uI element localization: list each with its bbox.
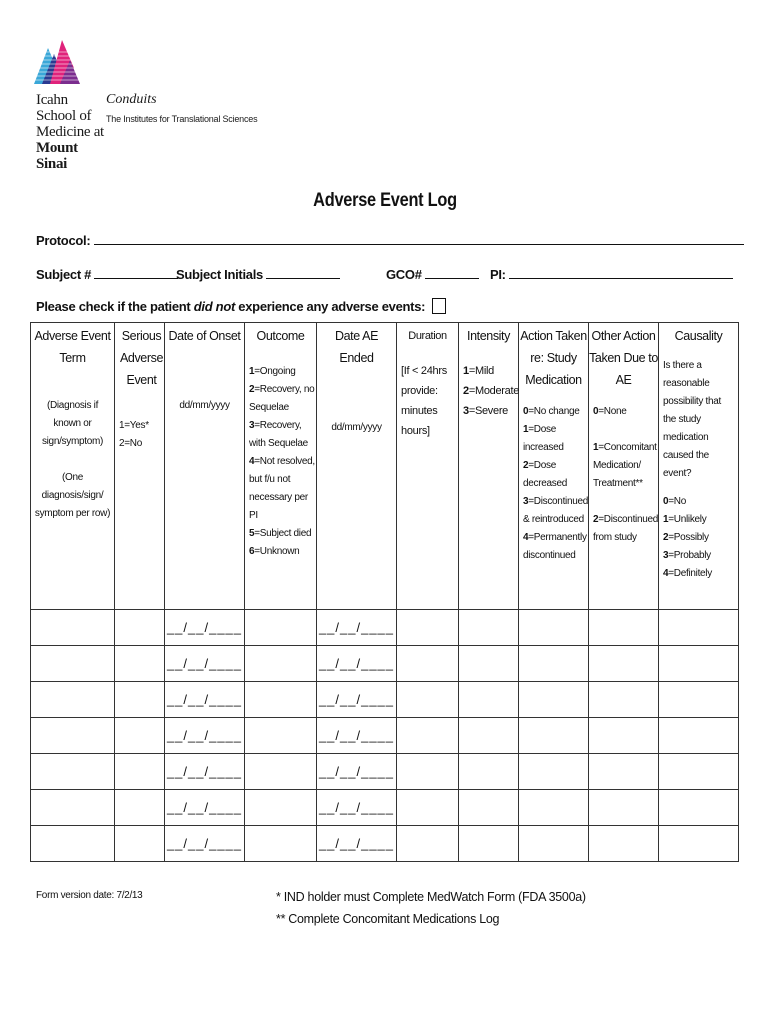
table-cell[interactable] bbox=[31, 826, 115, 862]
institution-line: Medicine at bbox=[36, 124, 104, 140]
table-cell[interactable] bbox=[245, 718, 317, 754]
no-adverse-events-check bbox=[36, 298, 446, 314]
option-code: 0 bbox=[523, 406, 529, 417]
option-line bbox=[463, 381, 518, 401]
desc-line: provide: bbox=[401, 385, 438, 397]
conduits-subtitle: The Institutes for Translational Sciences bbox=[106, 114, 258, 124]
option-code: 2 bbox=[463, 385, 469, 397]
table-cell[interactable] bbox=[519, 754, 589, 790]
option-line bbox=[523, 403, 588, 421]
table-cell[interactable] bbox=[459, 790, 519, 826]
check-text-after: experience any adverse events: bbox=[235, 299, 426, 314]
pi-field bbox=[490, 266, 733, 282]
desc-line: Is there a bbox=[663, 360, 702, 371]
table-cell[interactable] bbox=[31, 718, 115, 754]
option-code: 1 bbox=[663, 514, 669, 525]
adverse-event-table bbox=[30, 322, 739, 862]
outcome-options bbox=[245, 363, 316, 561]
desc-line: minutes bbox=[401, 405, 438, 417]
option-text: =Discontinued bbox=[528, 496, 589, 507]
check-text-before: Please check if the patient bbox=[36, 299, 194, 314]
table-cell[interactable] bbox=[115, 754, 165, 790]
option-code: 0 bbox=[663, 496, 669, 507]
table-cell[interactable] bbox=[659, 682, 739, 718]
table-cell[interactable] bbox=[397, 610, 459, 646]
desc-line: symptom per row) bbox=[34, 508, 111, 519]
institution-line: Sinai bbox=[36, 156, 68, 172]
option-line bbox=[523, 457, 588, 475]
ended-date-cell[interactable]: __/__/____ bbox=[317, 754, 397, 790]
col-description bbox=[659, 357, 738, 483]
option-line bbox=[593, 403, 658, 421]
table-row bbox=[31, 718, 739, 754]
option-code: 1 bbox=[249, 366, 255, 377]
col-title: Serious bbox=[121, 329, 162, 343]
table-row bbox=[31, 754, 739, 790]
option-line bbox=[523, 529, 588, 547]
footer-notes bbox=[276, 886, 586, 930]
table-cell[interactable] bbox=[459, 610, 519, 646]
option-code: 0 bbox=[593, 406, 599, 417]
option-code: 1 bbox=[463, 365, 469, 377]
desc-line: the study bbox=[663, 414, 701, 425]
table-cell[interactable] bbox=[589, 718, 659, 754]
ended-date-cell[interactable]: __/__/____ bbox=[317, 610, 397, 646]
option-text: Medication/ bbox=[593, 460, 641, 471]
table-cell[interactable] bbox=[397, 790, 459, 826]
table-cell[interactable] bbox=[397, 718, 459, 754]
option-line bbox=[663, 547, 738, 565]
causality-options bbox=[659, 493, 738, 583]
option-line bbox=[663, 511, 738, 529]
desc-line: (Diagnosis if bbox=[46, 400, 99, 411]
option-text: =Dose bbox=[528, 460, 556, 471]
option-text: =Subject died bbox=[254, 528, 312, 539]
gco-label: GCO# bbox=[386, 267, 422, 282]
option-line bbox=[249, 543, 316, 561]
desc-line: reasonable bbox=[663, 378, 710, 389]
gco-input-line[interactable] bbox=[425, 266, 479, 279]
option-code: 2 bbox=[249, 384, 255, 395]
option-text: =None bbox=[598, 406, 627, 417]
col-title: Taken Due to bbox=[589, 351, 658, 365]
option-line bbox=[249, 489, 316, 525]
table-cell[interactable] bbox=[589, 610, 659, 646]
table-cell[interactable] bbox=[519, 610, 589, 646]
option-text: =Concomitant bbox=[598, 442, 657, 453]
option-line bbox=[523, 511, 588, 529]
table-cell[interactable] bbox=[519, 826, 589, 862]
option-line bbox=[593, 511, 658, 529]
table-cell[interactable] bbox=[115, 718, 165, 754]
desc-line: [If < 24hrs bbox=[401, 365, 447, 377]
option-text: =Unknown bbox=[254, 546, 300, 557]
table-cell[interactable] bbox=[459, 682, 519, 718]
option-line bbox=[249, 381, 316, 399]
table-cell[interactable] bbox=[31, 610, 115, 646]
col-other-action bbox=[589, 323, 659, 610]
page-title: Adverse Event Log bbox=[313, 190, 457, 211]
form-version: Form version date: 7/2/13 bbox=[36, 890, 143, 901]
option-code: 6 bbox=[249, 546, 255, 557]
table-cell[interactable] bbox=[245, 646, 317, 682]
option-text: Treatment** bbox=[593, 478, 643, 489]
table-cell[interactable] bbox=[519, 790, 589, 826]
table-cell[interactable] bbox=[659, 754, 739, 790]
desc-line: event? bbox=[663, 468, 692, 479]
table-cell[interactable] bbox=[245, 790, 317, 826]
gco-field bbox=[386, 266, 479, 282]
pi-label: PI: bbox=[490, 267, 506, 282]
option-text: increased bbox=[523, 442, 564, 453]
ended-date-cell[interactable]: __/__/____ bbox=[317, 718, 397, 754]
table-cell[interactable] bbox=[245, 682, 317, 718]
desc-line: caused the bbox=[663, 450, 709, 461]
option-text: necessary per PI bbox=[249, 492, 308, 521]
option-code: 4 bbox=[663, 568, 669, 579]
table-cell[interactable] bbox=[659, 610, 739, 646]
option-text: Sequelae bbox=[249, 402, 289, 413]
subject-number-input-line[interactable] bbox=[94, 266, 178, 279]
option-line bbox=[523, 421, 588, 439]
institution-line: Icahn bbox=[36, 92, 68, 108]
table-cell[interactable] bbox=[31, 646, 115, 682]
option-text: =No bbox=[668, 496, 686, 507]
option-line bbox=[593, 493, 658, 511]
table-cell[interactable] bbox=[589, 790, 659, 826]
option-code: 2 bbox=[523, 460, 529, 471]
option-text: =Probably bbox=[668, 550, 711, 561]
option-line bbox=[593, 475, 658, 493]
conduits-title: Conduits bbox=[106, 92, 157, 107]
option-line bbox=[663, 493, 738, 511]
option-text: =Severe bbox=[468, 405, 509, 417]
date-format: dd/mm/yyyy bbox=[179, 400, 230, 411]
table-cell[interactable] bbox=[115, 610, 165, 646]
col-title: re: Study bbox=[530, 351, 577, 365]
option-text: & reintroduced bbox=[523, 514, 584, 525]
ended-date-cell[interactable]: __/__/____ bbox=[317, 646, 397, 682]
col-title: AE bbox=[615, 373, 632, 387]
col-title: Date of Onset bbox=[168, 329, 241, 343]
table-cell[interactable] bbox=[659, 826, 739, 862]
table-cell[interactable] bbox=[115, 826, 165, 862]
desc-line: sign/symptom) bbox=[41, 436, 104, 447]
onset-date-cell[interactable]: __/__/____ bbox=[165, 790, 245, 826]
table-cell[interactable] bbox=[459, 718, 519, 754]
col-title: Term bbox=[59, 351, 86, 365]
table-row bbox=[31, 790, 739, 826]
subject-initials-label: Subject Initials bbox=[176, 267, 263, 282]
option-code: 3 bbox=[463, 405, 469, 417]
table-cell[interactable] bbox=[459, 646, 519, 682]
table-cell[interactable] bbox=[459, 754, 519, 790]
option-line bbox=[523, 547, 588, 565]
option-line bbox=[523, 439, 588, 457]
table-cell[interactable] bbox=[397, 754, 459, 790]
col-intensity bbox=[459, 323, 519, 610]
col-title: Outcome bbox=[256, 329, 305, 343]
option-text: =Unlikely bbox=[668, 514, 707, 525]
col-title: Event bbox=[126, 373, 157, 387]
table-cell[interactable] bbox=[245, 610, 317, 646]
table-cell[interactable] bbox=[589, 754, 659, 790]
option-code: 2 bbox=[593, 514, 599, 525]
table-cell[interactable] bbox=[115, 646, 165, 682]
institution-line: Mount bbox=[36, 140, 78, 156]
onset-date-cell[interactable]: __/__/____ bbox=[165, 610, 245, 646]
table-cell[interactable] bbox=[459, 826, 519, 862]
desc-line: diagnosis/sign/ bbox=[41, 490, 104, 501]
ended-date-cell[interactable]: __/__/____ bbox=[317, 682, 397, 718]
table-cell[interactable] bbox=[589, 826, 659, 862]
option-code: 3 bbox=[249, 420, 255, 431]
col-title: Date AE Ended bbox=[334, 329, 379, 365]
option-line bbox=[663, 529, 738, 547]
table-row bbox=[31, 610, 739, 646]
option-code: 4 bbox=[523, 532, 529, 543]
desc-line bbox=[31, 451, 114, 469]
col-description bbox=[397, 361, 458, 441]
desc-line: 2=No bbox=[119, 438, 142, 449]
desc-line: hours] bbox=[401, 425, 430, 437]
option-line bbox=[663, 565, 738, 583]
option-text: =Definitely bbox=[668, 568, 712, 579]
table-cell[interactable] bbox=[519, 646, 589, 682]
protocol-label: Protocol: bbox=[36, 233, 91, 248]
option-line bbox=[249, 399, 316, 417]
onset-date-cell[interactable]: __/__/____ bbox=[165, 754, 245, 790]
footnote-concomitant: ** Complete Concomitant Medications Log bbox=[276, 912, 500, 926]
check-text-emphasis: did not bbox=[193, 299, 235, 314]
table-cell[interactable] bbox=[659, 646, 739, 682]
col-title: Intensity bbox=[467, 329, 510, 343]
option-line bbox=[463, 401, 518, 421]
option-code: 3 bbox=[663, 550, 669, 561]
desc-line: possibility that bbox=[663, 396, 722, 407]
table-cell[interactable] bbox=[245, 754, 317, 790]
institution-line: School of bbox=[36, 108, 92, 124]
col-title: Adverse Event bbox=[34, 329, 111, 343]
option-text: =Recovery, bbox=[254, 420, 302, 431]
option-code: 3 bbox=[523, 496, 529, 507]
pi-input-line[interactable] bbox=[509, 266, 733, 279]
option-line bbox=[249, 417, 316, 435]
onset-date-cell[interactable]: __/__/____ bbox=[165, 682, 245, 718]
col-title: Medication bbox=[525, 373, 582, 387]
col-title: Action Taken bbox=[520, 329, 587, 343]
option-line bbox=[523, 493, 588, 511]
option-text: =Mild bbox=[468, 365, 494, 377]
table-cell[interactable] bbox=[519, 718, 589, 754]
onset-date-cell[interactable]: __/__/____ bbox=[165, 646, 245, 682]
desc-line: medication bbox=[663, 432, 709, 443]
desc-line: (One bbox=[61, 472, 84, 483]
col-description bbox=[119, 417, 164, 453]
option-text: =Discontinued bbox=[598, 514, 659, 525]
option-line bbox=[249, 525, 316, 543]
col-date-of-onset bbox=[165, 323, 245, 610]
date-format: dd/mm/yyyy bbox=[331, 422, 382, 433]
col-duration bbox=[397, 323, 459, 610]
table-cell[interactable] bbox=[589, 646, 659, 682]
option-text: =Moderate bbox=[468, 385, 520, 397]
col-outcome bbox=[245, 323, 317, 610]
col-adverse-event-term bbox=[31, 323, 115, 610]
col-title: Adverse bbox=[119, 351, 164, 365]
subject-number-field bbox=[36, 266, 178, 282]
option-code: 2 bbox=[663, 532, 669, 543]
col-date-ae-ended bbox=[317, 323, 397, 610]
option-code: 1 bbox=[523, 424, 529, 435]
col-title: Causality bbox=[674, 329, 723, 343]
option-text: =Dose bbox=[528, 424, 556, 435]
desc-line: known or bbox=[53, 418, 92, 429]
other-action-options bbox=[589, 403, 658, 547]
table-cell[interactable] bbox=[659, 790, 739, 826]
option-code: 1 bbox=[593, 442, 599, 453]
intensity-options bbox=[459, 361, 518, 421]
ended-date-cell[interactable]: __/__/____ bbox=[317, 826, 397, 862]
table-cell[interactable] bbox=[397, 826, 459, 862]
option-line bbox=[593, 457, 658, 475]
col-title: Duration bbox=[408, 330, 447, 342]
institution-name bbox=[36, 92, 104, 172]
action-options bbox=[519, 403, 588, 565]
option-text: discontinued bbox=[523, 550, 576, 561]
table-header-row bbox=[31, 323, 739, 610]
table-cell[interactable] bbox=[397, 682, 459, 718]
table-cell[interactable] bbox=[245, 826, 317, 862]
option-line bbox=[593, 439, 658, 457]
table-cell[interactable] bbox=[115, 682, 165, 718]
mount-sinai-logo bbox=[34, 34, 80, 84]
table-row bbox=[31, 682, 739, 718]
table-cell[interactable] bbox=[31, 754, 115, 790]
col-description bbox=[31, 397, 114, 523]
desc-line: 1=Yes* bbox=[119, 420, 149, 431]
onset-date-cell[interactable]: __/__/____ bbox=[165, 718, 245, 754]
option-code: 4 bbox=[249, 456, 255, 467]
option-line bbox=[249, 471, 316, 489]
option-text: =Not resolved, bbox=[254, 456, 315, 467]
protocol-field bbox=[36, 232, 744, 248]
option-line bbox=[593, 421, 658, 439]
option-text: =Possibly bbox=[668, 532, 709, 543]
table-cell[interactable] bbox=[589, 682, 659, 718]
option-text: =No change bbox=[528, 406, 580, 417]
option-line bbox=[593, 529, 658, 547]
table-cell[interactable] bbox=[659, 718, 739, 754]
table-body bbox=[31, 610, 739, 862]
option-text: =Recovery, no bbox=[254, 384, 315, 395]
option-line bbox=[249, 363, 316, 381]
table-row bbox=[31, 826, 739, 862]
col-title: Other Action bbox=[591, 329, 656, 343]
option-line bbox=[523, 475, 588, 493]
option-text: with Sequelae bbox=[249, 438, 308, 449]
option-line bbox=[463, 361, 518, 381]
table-cell[interactable] bbox=[31, 790, 115, 826]
subject-initials-field bbox=[176, 266, 340, 282]
option-text: decreased bbox=[523, 478, 567, 489]
subject-initials-input-line[interactable] bbox=[266, 266, 340, 279]
option-line bbox=[249, 435, 316, 453]
no-adverse-events-checkbox[interactable] bbox=[432, 298, 446, 314]
table-cell[interactable] bbox=[519, 682, 589, 718]
option-text: but f/u not bbox=[249, 474, 291, 485]
protocol-input-line[interactable] bbox=[94, 232, 744, 245]
option-text: from study bbox=[593, 532, 637, 543]
ended-date-cell[interactable]: __/__/____ bbox=[317, 790, 397, 826]
table-cell[interactable] bbox=[31, 682, 115, 718]
table-cell[interactable] bbox=[115, 790, 165, 826]
col-serious-adverse-event bbox=[115, 323, 165, 610]
table-cell[interactable] bbox=[397, 646, 459, 682]
option-text: =Permanently bbox=[528, 532, 587, 543]
col-action-taken bbox=[519, 323, 589, 610]
table-row bbox=[31, 646, 739, 682]
onset-date-cell[interactable]: __/__/____ bbox=[165, 826, 245, 862]
footnote-medwatch: * IND holder must Complete MedWatch Form (FDA 3500a) bbox=[276, 890, 586, 904]
option-text: =Ongoing bbox=[254, 366, 296, 377]
option-code: 5 bbox=[249, 528, 255, 539]
col-causality bbox=[659, 323, 739, 610]
option-line bbox=[249, 453, 316, 471]
subject-number-label: Subject # bbox=[36, 267, 92, 282]
